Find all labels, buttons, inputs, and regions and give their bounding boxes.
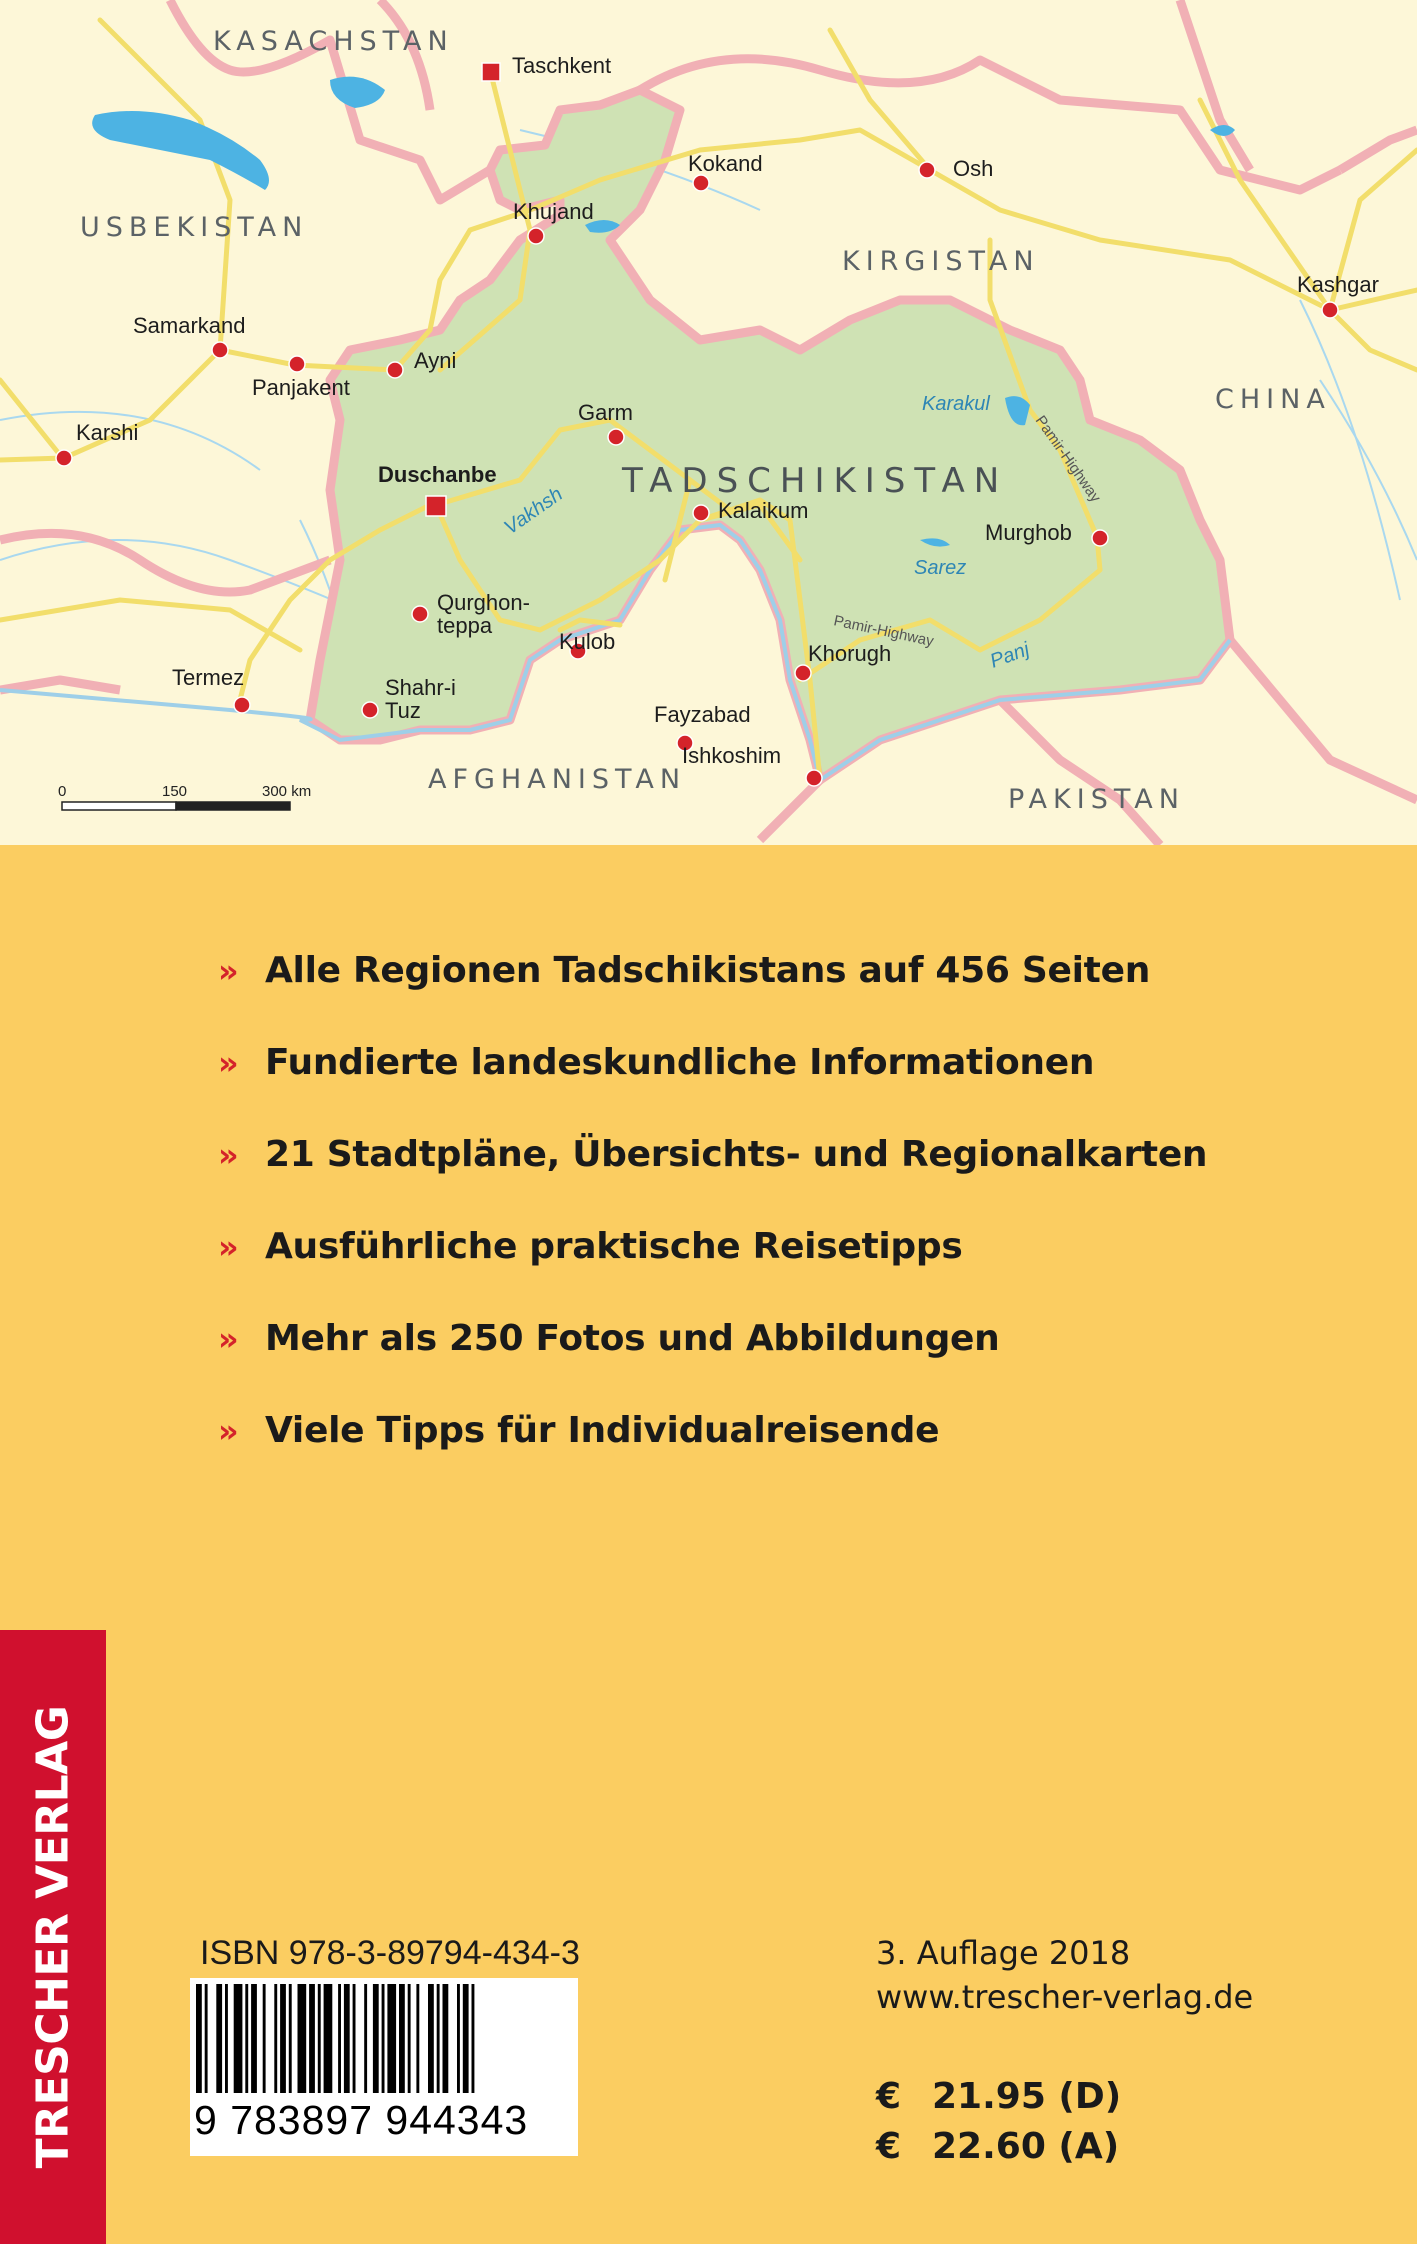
feature-item: [218, 1134, 1318, 1226]
label-osh: Osh: [953, 156, 994, 181]
barcode-bar: [324, 1984, 333, 2096]
barcode-bar: [416, 1984, 419, 2096]
feature-text: Viele Tipps für Individualreisende: [265, 1410, 940, 1451]
price-row-austria: [876, 2126, 1121, 2176]
label-karshi: Karshi: [76, 420, 139, 445]
label-khorugh: Khorugh: [808, 641, 892, 666]
euro-symbol: €: [876, 2076, 902, 2117]
barcode-bar: [437, 1984, 440, 2096]
publisher-tab: [0, 1630, 106, 2244]
label-termez: Termez: [172, 665, 245, 690]
barcode-bar: [353, 1984, 356, 2096]
label-china: CHINA: [1215, 384, 1331, 415]
label-pamir-highway-south: Pamir-Highway: [832, 612, 936, 651]
barcode-bar: [382, 1984, 385, 2096]
barcode-bar: [457, 1984, 460, 2096]
label-ishkoshim: Ishkoshim: [682, 743, 782, 768]
price-amount: 21.95 (D): [932, 2076, 1122, 2117]
capital-marker-duschanbe: [426, 496, 446, 516]
bullet-chevron-icon: »: [218, 952, 239, 990]
city-dot-kashgar: [1322, 302, 1338, 318]
city-dot-kokand: [693, 175, 709, 191]
map-svg: [0, 0, 1417, 845]
label-pamir-highway-north: Pamir-Highway: [1031, 412, 1104, 506]
barcode-bar: [205, 1984, 208, 2096]
barcode-bar: [387, 1984, 396, 2096]
label-kasachstan: KASACHSTAN: [213, 26, 454, 57]
barcode-bar: [338, 1984, 341, 2096]
label-fayzabad: Fayzabad: [654, 702, 751, 727]
barcode-bar: [225, 1984, 228, 2096]
feature-item: [218, 1318, 1318, 1410]
label-taschkent: Taschkent: [512, 53, 612, 78]
edition-text: 3. Auflage 2018: [876, 1934, 1131, 1972]
label-murghob: Murghob: [985, 520, 1072, 545]
label-vakhsh: Vakhsh: [500, 483, 567, 540]
tajikistan-map: [0, 0, 1417, 845]
feature-item: [218, 1410, 1318, 1502]
barcode-bar: [251, 1984, 257, 2096]
feature-item: [218, 950, 1318, 1042]
city-dot-qurghonteppa: [412, 606, 428, 622]
label-samarkand: Samarkand: [133, 313, 246, 338]
barcode-bar: [196, 1984, 202, 2096]
label-garm: Garm: [578, 400, 633, 425]
scale-segment-black: [176, 802, 290, 810]
scale-label-0: 0: [58, 783, 67, 800]
label-kulob: Kulob: [559, 629, 616, 654]
scale-label-150: 150: [162, 783, 188, 800]
barcode-bar: [443, 1984, 449, 2096]
barcode-bar: [428, 1984, 434, 2096]
barcode-bar: [280, 1984, 286, 2096]
barcode-bar: [472, 1984, 475, 2096]
label-karakul: Karakul: [922, 393, 990, 415]
city-dot-shahrituz: [362, 702, 378, 718]
label-afghanistan: AFGHANISTAN: [428, 764, 687, 795]
euro-symbol: €: [876, 2126, 902, 2167]
city-dot-ishkoshim: [806, 770, 822, 786]
label-sarez: Sarez: [914, 557, 967, 579]
city-dot-karshi: [56, 450, 72, 466]
bullet-chevron-icon: »: [218, 1228, 239, 1266]
label-kokand: Kokand: [688, 151, 763, 176]
label-panjakent: Panjakent: [252, 375, 350, 400]
scale-segment-white: [62, 802, 176, 810]
barcode-bar: [364, 1984, 367, 2096]
label-ayni: Ayni: [414, 348, 457, 373]
price-amount: 22.60 (A): [932, 2126, 1120, 2167]
capital-marker-taschkent: [482, 63, 500, 81]
feature-list: [218, 950, 1318, 1502]
label-duschanbe: Duschanbe: [378, 462, 497, 487]
barcode-bar: [408, 1984, 411, 2096]
bullet-chevron-icon: »: [218, 1320, 239, 1358]
city-dot-khujand: [528, 228, 544, 244]
city-dot-murghob: [1092, 530, 1108, 546]
label-shahrituz-line1: Shahr-i: [385, 675, 456, 700]
label-kashgar: Kashgar: [1297, 272, 1379, 297]
label-usbekistan: USBEKISTAN: [80, 212, 309, 243]
barcode-bar: [463, 1984, 469, 2096]
barcode-bar: [289, 1984, 292, 2096]
barcode-bar: [373, 1984, 379, 2096]
bullet-chevron-icon: »: [218, 1044, 239, 1082]
imprint: [876, 1934, 1253, 2022]
bullet-chevron-icon: »: [218, 1136, 239, 1174]
label-tadschikistan: TADSCHIKISTAN: [622, 461, 1009, 501]
barcode-bar: [399, 1984, 405, 2096]
label-qurghonteppa-line2: teppa: [437, 613, 493, 638]
price-row-germany: [876, 2076, 1121, 2126]
label-shahrituz-line2: Tuz: [385, 698, 421, 723]
barcode-bar: [263, 1984, 266, 2096]
label-kalaikum: Kalaikum: [718, 498, 809, 523]
city-dot-osh: [919, 162, 935, 178]
barcode-bar: [234, 1984, 243, 2096]
website-link[interactable]: www.trescher-verlag.de: [876, 1978, 1254, 2016]
label-kirgistan: KIRGISTAN: [842, 246, 1040, 277]
label-panj: Panj: [987, 638, 1033, 673]
barcode-digits: 9 783897 944343: [190, 2093, 578, 2147]
city-dot-kalaikum: [693, 505, 709, 521]
barcode-bar: [318, 1984, 321, 2096]
city-dot-termez: [234, 697, 250, 713]
feature-text: Mehr als 250 Fotos und Abbildungen: [265, 1318, 1000, 1359]
feature-text: Ausführliche praktische Reisetipps: [265, 1226, 963, 1267]
barcode-bar: [245, 1984, 248, 2096]
barcode-bar: [216, 1984, 222, 2096]
barcode-bar: [309, 1984, 315, 2096]
scale-label-300: 300 km: [262, 783, 312, 800]
price-list: [876, 2076, 1121, 2176]
city-dot-ayni: [387, 362, 403, 378]
feature-text: Alle Regionen Tadschikistans auf 456 Seiten: [265, 950, 1151, 991]
feature-item: [218, 1042, 1318, 1134]
label-qurghonteppa-line1: Qurghon-: [437, 590, 530, 615]
city-dot-samarkand: [212, 342, 228, 358]
barcode-bar: [344, 1984, 350, 2096]
publisher-name: TRESCHER VERLAG: [27, 1705, 79, 2169]
feature-text: 21 Stadtpläne, Übersichts- und Regionalkarten: [265, 1134, 1208, 1175]
city-dot-garm: [608, 429, 624, 445]
barcode-bars: [190, 1978, 578, 2098]
feature-item: [218, 1226, 1318, 1318]
feature-text: Fundierte landeskundliche Informationen: [265, 1042, 1095, 1083]
label-khujand: Khujand: [513, 199, 594, 224]
barcode-bar: [274, 1984, 277, 2096]
isbn-number: ISBN 978-3-89794-434-3: [200, 1934, 580, 1972]
city-dot-panjakent: [289, 356, 305, 372]
barcode-bar: [298, 1984, 307, 2096]
bullet-chevron-icon: »: [218, 1412, 239, 1450]
city-dot-khorugh: [795, 665, 811, 681]
label-pakistan: PAKISTAN: [1008, 784, 1185, 815]
